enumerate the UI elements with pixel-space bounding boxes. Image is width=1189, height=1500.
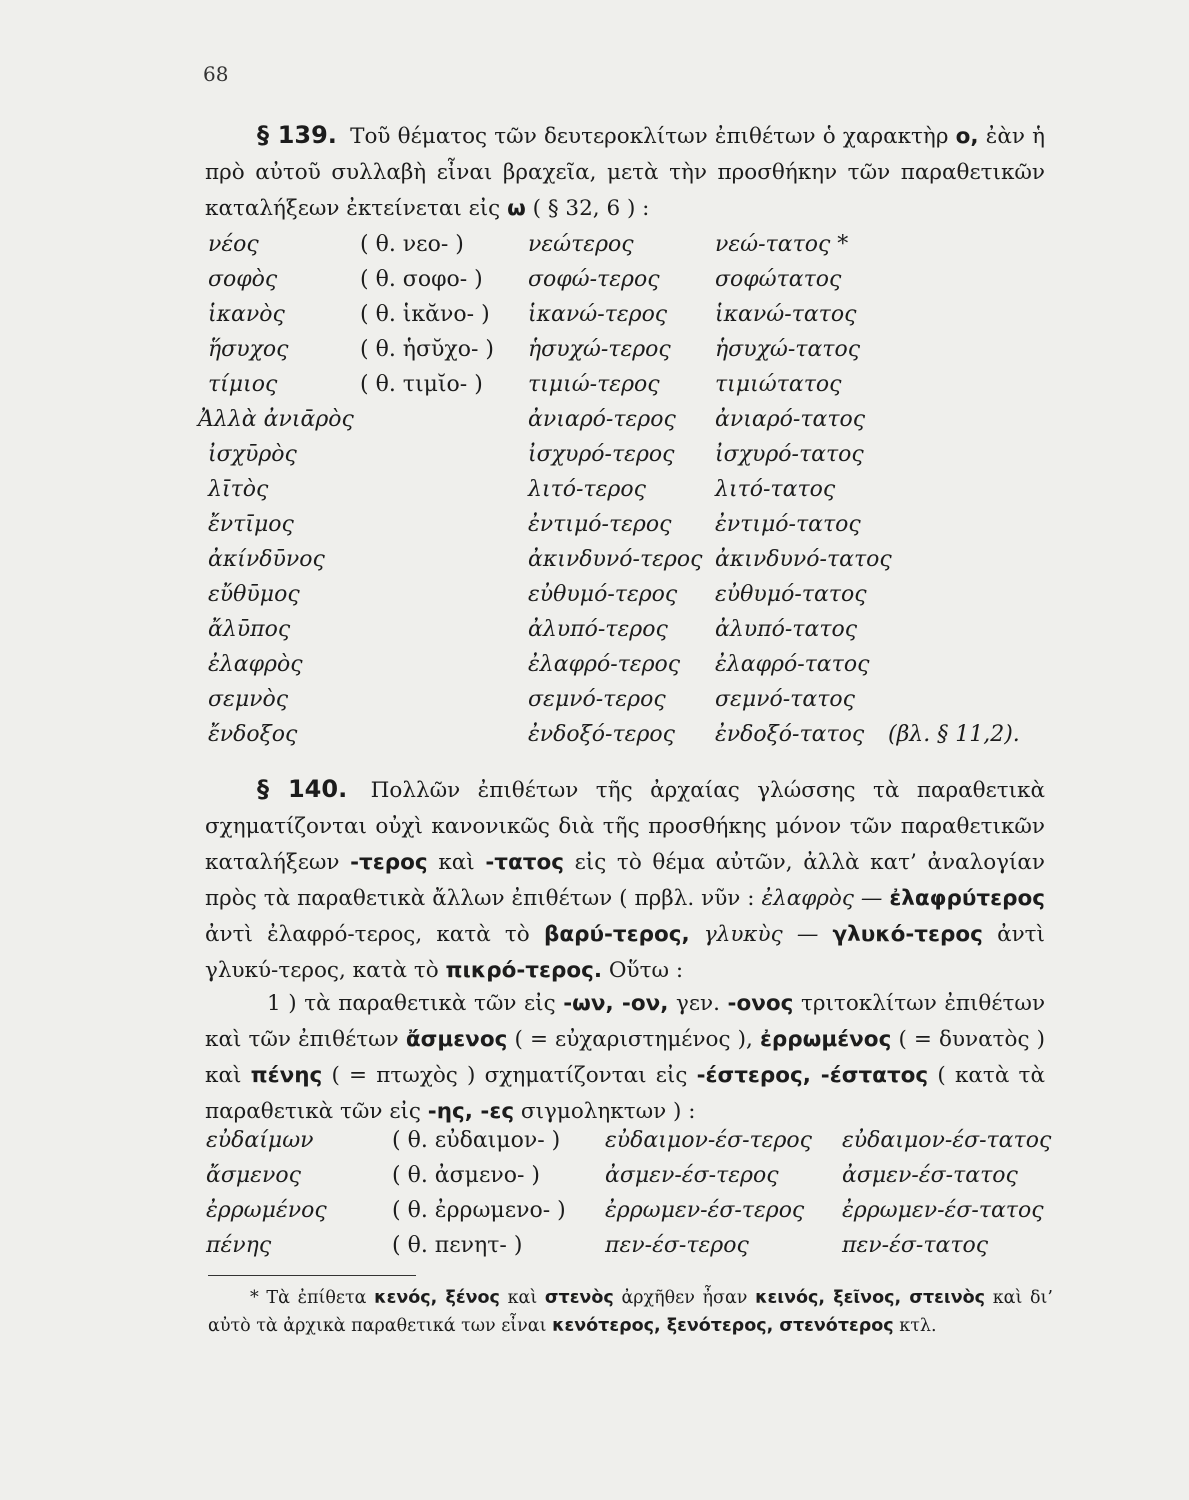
footnote: * Τὰ ἐπίθετα κενός, ξένος καὶ στενὸς ἀρχῆθεν ἦσαν κεινός, ξεῖνος, στεινὸς καὶ δι’ αὐτὸ τὰ ἀρχικὰ παραθετικά των εἶναι κενότερος, ξενότερος, στενότερος κτλ.	[208, 1288, 1053, 1336]
rule-1: 1 ) τὰ παραθετικὰ τῶν εἰς -ων, -ον, γεν. -ονος τριτοκλίτων ἐπιθέτων καὶ τῶν ἐπιθέτων ἄσμενος ( = εὐχαριστημένος ), ἐρρωμένος ( = δυνατὸς ) καὶ πένης ( = πτωχὸς ) σχηματίζονται εἰς -έστερος, -έστατος ( κατὰ τὰ παραθετικὰ τῶν εἰς -ης, -ες σιγμοληκτων ) :	[205, 991, 1046, 1124]
section-139-intro: § 139. Τοῦ θέματος τῶν δευτεροκλίτων ἐπιθέτων ὁ χαρακτὴρ ο, ἐὰν ἡ πρὸ αὐτοῦ συλλαβὴ εἶναι βραχεῖα, μετὰ τὴν προσθήκην τῶν παραθετικῶν καταλήξεων ἐκτείνεται εἰς ω ( § 32, 6 ) :	[205, 121, 1045, 221]
section-number: § 139.	[257, 121, 337, 149]
section-number: § 140.	[257, 775, 348, 803]
footnote-divider	[208, 1275, 416, 1276]
page-number: 68	[203, 62, 229, 86]
book-page: 68 § 139. Τοῦ θέματος τῶν δευτεροκλίτων ἐπιθέτων ὁ χαρακτὴρ ο, ἐὰν ἡ πρὸ αὐτοῦ συλλαβὴ εἶναι βραχεῖα, μετὰ τὴν προσθήκην τῶν παραθετικῶν καταλήξεων ἐκτείνεται εἰς ω ( § 32, 6 ) : νέος ( θ. νεο- ) νεώτερος νεώ-τατος * σοφὸς ( θ. σοφο- ) σοφώ-τερος σοφώτατος ἱκανὸς ( θ. ἱκᾰνο- ) ἱκανώ-τερος ἱκανώ-τατος ἥσυχος ( θ. ἡσῠχο- ) ἡσυχώ-τερος ἡσυχώ-τατος τίμιος ( θ. τιμῐο- ) τιμιώ-τερος τιμιώτατος Ἀλλὰ ἀνιᾱρὸς ἀνιαρό-τερος ἀνιαρό-τατος ἰσχῡρὸς ἰσχυρό-τερος ἰσχυρό-τατος λῑτὸς λιτό-τερος λιτό-τατος ἔντῑμος ἐντιμό-τερος ἐντιμό-τατος ἀκίνδῡνος ἀκινδυνό-τερος ἀκινδυνό-τατος εὔθῡμος εὐθυμό-τερος εὐθυμό-τατος ἄλῡπος ἀλυπό-τερος ἀλυπό-τατος ἐλαφρὸς ἐλαφρό-τερος ἐλαφρό-τατος σεμνὸς σεμνό-τερος σεμνό-τατος ἔνδοξος ἐνδοξό-τερος ἐνδοξό-τατος (βλ. § 11,2). § 140. Πολλῶν ἐπιθέτων τῆς ἀρχαίας γλώσσης τὰ παραθετικὰ σχηματίζονται οὐχὶ κανονικῶς διὰ τῆς προσθήκης μόνον τῶν παραθετικῶν καταλήξεων -τερος καὶ -τατος εἰς τὸ θέμα αὐτῶν, ἀλλὰ κατ’ ἀναλογίαν πρὸς τὰ παραθετικὰ ἄλλων ἐπιθέτων ( πρβλ. νῦν : ἐλαφρὸς — ἐλαφρύτερος ἀντὶ ἐλαφρό-τερος, κατὰ τὸ βαρύ-τερος, γλυκὺς — γλυκό-τερος ἀντὶ γλυκύ-τερος, κατὰ τὸ πικρό-τερος. Οὕτω : 1 ) τὰ παραθετικὰ τῶν εἰς -ων, -ον, γεν. -ονος τριτοκλίτων ἐπιθέτων καὶ τῶν ἐπιθέτων ἄσμενος ( = εὐχαριστημένος ), ἐρρωμένος ( = δυνατὸς ) καὶ πένης ( = πτωχὸς ) σχηματίζονται εἰς -έστερος, -έστατος ( κατὰ τὰ παραθετικὰ τῶν εἰς -ης, -ες σιγμοληκτων ) : εὐδαίμων ( θ. εὐδαιμον- ) εὐδαιμον-έσ-τερος εὐδαιμον-έσ-τατος ἄσμενος ( θ. ἀσμενο- ) ἀσμεν-έσ-τερος ἀσμεν-έσ-τατος ἐρρωμένος ( θ. ἐρρωμενο- ) ἐρρωμεν-έσ-τερος ἐρρωμεν-έσ-τατος πένης ( θ. πενητ- ) πεν-έσ-τερος πεν-έσ-τατος * Τὰ ἐπίθετα κενός, ξένος καὶ στενὸς ἀρχῆθεν ἦσαν κεινός, ξεῖνος, στεινὸς καὶ δι’ αὐτὸ τὰ ἀρχικὰ παραθετικά των εἶναι κενότερος, ξενότερος, στενότερος κτλ.	[0, 0, 1189, 1500]
section-140-intro: § 140. Πολλῶν ἐπιθέτων τῆς ἀρχαίας γλώσσης τὰ παραθετικὰ σχηματίζονται οὐχὶ κανονικῶς διὰ τῆς προσθήκης μόνον τῶν παραθετικῶν καταλήξεων -τερος καὶ -τατος εἰς τὸ θέμα αὐτῶν, ἀλλὰ κατ’ ἀναλογίαν πρὸς τὰ παραθετικὰ ἄλλων ἐπιθέτων ( πρβλ. νῦν : ἐλαφρὸς — ἐλαφρύτερος ἀντὶ ἐλαφρό-τερος, κατὰ τὸ βαρύ-τερος, γλυκὺς — γλυκό-τερος ἀντὶ γλυκύ-τερος, κατὰ τὸ πικρό-τερος. Οὕτω :	[205, 775, 1046, 983]
cross-reference: (βλ. § 11,2).	[888, 722, 1020, 747]
